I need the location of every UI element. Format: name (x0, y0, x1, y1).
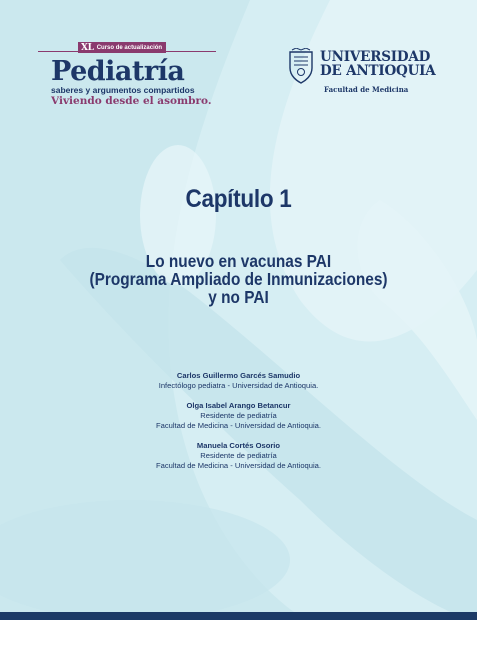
author-name: Olga Isabel Arango Betancur (186, 401, 291, 410)
university-name-line1: UNIVERSIDAD (320, 49, 431, 65)
chapter-label: Capítulo 1 (185, 185, 292, 213)
chapter-title-line: Lo nuevo en vacunas PAI (145, 251, 332, 271)
course-number: XL (81, 42, 94, 53)
author-list (0, 371, 477, 481)
chapter-title-line: (Programa Ampliado de Inmunizaciones) (89, 269, 388, 289)
chapter-title (29, 252, 449, 306)
university-logo (287, 48, 447, 96)
author-entry (0, 371, 477, 391)
author-entry (0, 401, 477, 431)
brand-tagline: Viviendo desde el asombro. (51, 95, 212, 107)
author-affiliation: Residente de pediatría (200, 411, 277, 420)
footer-bar (0, 612, 477, 620)
course-label: Curso de actualización (96, 44, 163, 51)
author-affiliation: Facultad de Medicina - Universidad de Antioquia. (155, 421, 322, 430)
author-name: Manuela Cortés Osorio (196, 441, 281, 450)
university-seal-icon (287, 48, 315, 84)
course-badge (78, 42, 166, 53)
brand-subtitle: saberes y argumentos compartidos (51, 85, 195, 95)
pediatria-logo (38, 40, 216, 108)
university-name-line2: DE ANTIOQUIA (320, 63, 436, 79)
author-affiliation: Residente de pediatría (200, 451, 277, 460)
author-affiliation: Facultad de Medicina - Universidad de Antioquia. (155, 461, 322, 470)
author-affiliation: Infectólogo pediatra - Universidad de Antioquia. (158, 381, 319, 390)
author-name: Carlos Guillermo Garcés Samudio (176, 371, 301, 380)
brand-title: Pediatría (51, 56, 185, 87)
faculty-name: Facultad de Medicina (324, 85, 409, 94)
chapter-title-line: y no PAI (208, 287, 269, 307)
author-entry (0, 441, 477, 471)
